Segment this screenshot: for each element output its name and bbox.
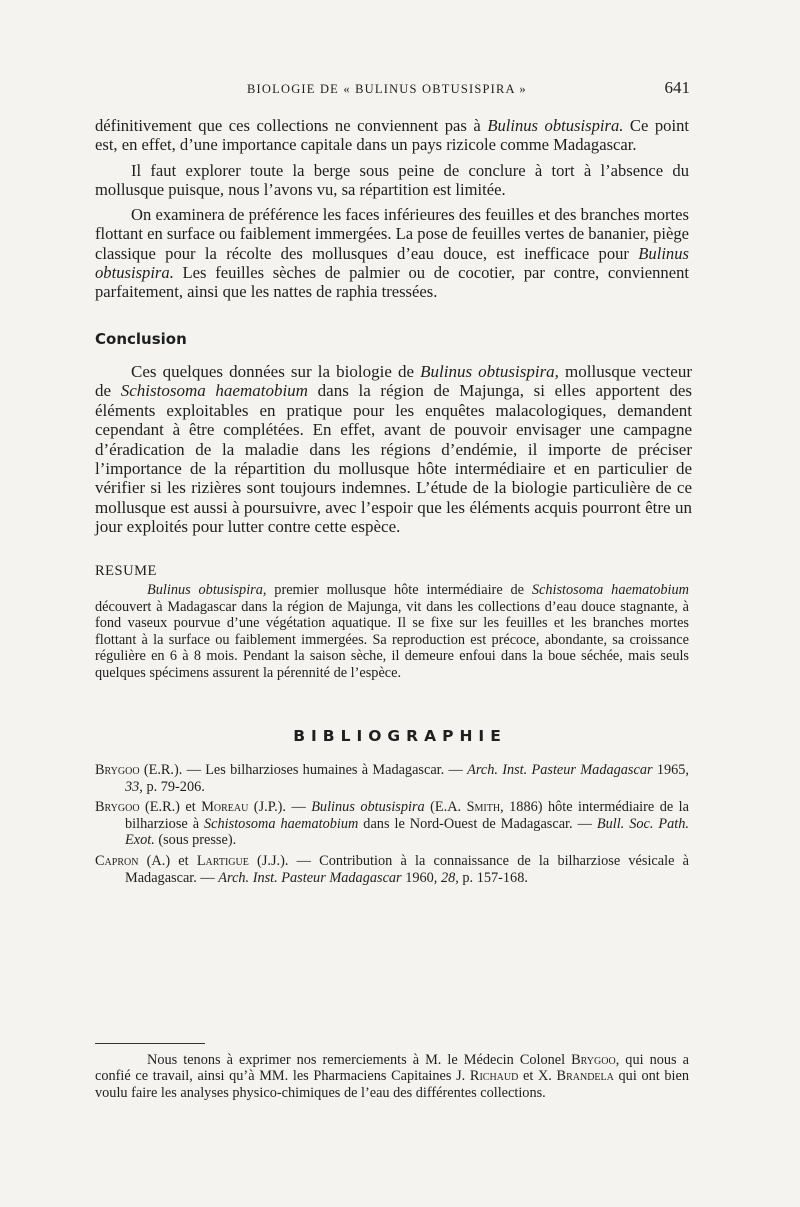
intro-text — [95, 116, 689, 308]
bibliography-heading: BIBLIOGRAPHIE — [293, 727, 507, 745]
paragraph: Bulinus obtusispira, premier mollusque hôte intermédiaire de Schistosoma haematobium découvert à Madagascar dans la région de Majunga, vit dans les collections d’eau douce stagnante, à fond vaseux pourvue d’une végétation aquatique. Il se fixe sur les feuilles et les branches mortes flottant à la surface ou faiblement immergées. Sa reproduction est précoce, abondante, sa croissance régulière en 6 à 8 mois. Pendant la saison sèche, il demeure enfoui dans la boue séchée, mais seuls quelques spécimens assurent la pérennité de l’espèce. — [95, 582, 689, 681]
page-number: 641 — [664, 78, 690, 97]
paragraph: Il faut explorer toute la berge sous peine de conclure à tort à l’absence du mollusque puisque, nous l’avons vu, sa répartition est limitée. — [95, 160, 689, 199]
paragraph: définitivement que ces collections ne conviennent pas à Bulinus obtusispira. Ce point est, en effet, d’une importance capitale dans un pays rizicole comme Madagascar. — [95, 116, 689, 155]
paragraph: On examinera de préférence les faces inférieures des feuilles et des branches mortes flottant en surface ou faiblement immergées. La pose de feuilles vertes de bananier, piège classique pour la récolte des mollusques d’eau douce, est inefficace pour Bulinus obtusispira. Les feuilles sèches de palmier ou de cocotier, par contre, conviennent parfaitement, ainsi que les nattes de raphia tressées. — [95, 205, 689, 302]
conclusion-text — [95, 362, 692, 537]
bibliography-entry: Brygoo (E.R.) et Moreau (J.P.). — Bulinus obtusispira (E.A. Smith, 1886) hôte intermédiaire de la bilharziose à Schistosoma haematobium dans le Nord-Ouest de Madagascar. — Bull. Soc. Path. Exot. (sous presse). — [95, 799, 689, 849]
footnote-text: Nous tenons à exprimer nos remerciements à M. le Médecin Colonel Brygoo, qui nous a confié ce travail, ainsi qu’à MM. les Pharmaciens Capitaines J. Richaud et X. Brandela qui ont bien voulu faire les analyses physico-chimiques de l’eau des différentes collections. — [95, 1052, 690, 1101]
bibliography-list — [95, 762, 689, 890]
page-header — [95, 78, 690, 98]
footnote — [95, 1052, 689, 1101]
bibliography-entry: Brygoo (E.R.). — Les bilharzioses humaines à Madagascar. — Arch. Inst. Pasteur Madagascar 1965, 33, p. 79-206. — [95, 762, 689, 795]
paragraph: Ces quelques données sur la biologie de Bulinus obtusispira, mollusque vecteur de Schistosoma haematobium dans la région de Majunga, si elles apportent des éléments exploitables en pratique pour les enquêtes malacologiques, demandent cependant à être complétées. En effet, avant de pouvoir envisager une campagne d’éradication de la maladie dans les régions d’endémie, il importe de préciser l’importance de la répartition du mollusque hôte intermédiaire et en particulier de vérifier si les rizières sont toujours indemnes. L’étude de la biologie particulière de ce mollusque est aussi à poursuivre, avec l’espoir que les éléments acquis pourront être un jour exploités pour lutter contre cette espèce. — [95, 362, 693, 537]
footnote-divider — [95, 1043, 205, 1044]
running-title: BIOLOGIE DE « BULINUS OBTUSISPIRA » — [247, 82, 527, 96]
resume-text — [95, 582, 689, 682]
resume-heading: RESUME — [95, 563, 157, 579]
conclusion-heading: Conclusion — [95, 330, 187, 348]
bibliography-entry: Capron (A.) et Lartigue (J.J.). — Contribution à la connaissance de la bilharziose vésicale à Madagascar. — Arch. Inst. Pasteur Madagascar 1960, 28, p. 157-168. — [95, 852, 689, 886]
